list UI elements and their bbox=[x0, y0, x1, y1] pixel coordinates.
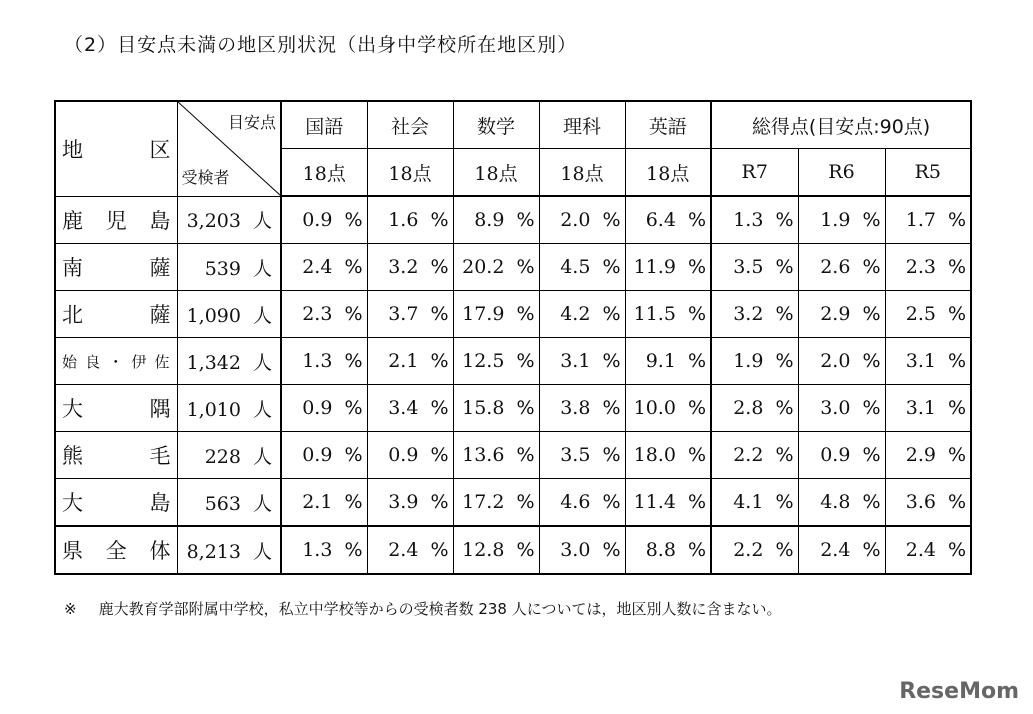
subject-percentage bbox=[539, 526, 625, 574]
percent-unit: % bbox=[430, 491, 449, 513]
percent-unit: % bbox=[344, 350, 363, 372]
total-percentage bbox=[711, 432, 798, 479]
count-value: 1,342 bbox=[186, 351, 241, 374]
subject-percentage bbox=[367, 244, 453, 291]
percent-unit: % bbox=[602, 397, 621, 419]
examinee-count bbox=[177, 385, 281, 432]
percentage-value: 3.1 bbox=[905, 397, 936, 419]
percent-unit: % bbox=[430, 539, 449, 561]
count-unit: 人 bbox=[252, 445, 272, 468]
subject-percentage bbox=[625, 338, 711, 385]
subject-percentage bbox=[367, 196, 453, 244]
region-name bbox=[55, 479, 177, 527]
percentage-value: 3.1 bbox=[560, 350, 591, 372]
percentage-value: 2.4 bbox=[302, 256, 333, 278]
subject-percentage bbox=[281, 338, 367, 385]
region-char: 良 bbox=[85, 352, 102, 371]
examinee-count bbox=[177, 196, 281, 244]
region-char: 県 bbox=[62, 539, 83, 563]
year-header: R6 bbox=[798, 149, 885, 197]
percent-unit: % bbox=[344, 444, 363, 466]
examinee-label: 受検者 bbox=[181, 167, 230, 187]
percent-unit: % bbox=[947, 444, 967, 466]
table-row bbox=[55, 338, 971, 385]
percent-unit: % bbox=[602, 444, 621, 466]
percent-unit: % bbox=[344, 209, 363, 231]
percentage-value: 2.4 bbox=[820, 539, 851, 561]
count-value: 1,010 bbox=[186, 398, 241, 421]
percent-unit: % bbox=[775, 397, 794, 419]
percent-unit: % bbox=[775, 256, 794, 278]
subject-threshold: 18点 bbox=[367, 149, 453, 197]
percentage-value: 2.1 bbox=[388, 350, 419, 372]
percentage-value: 2.6 bbox=[820, 256, 851, 278]
region-name bbox=[55, 196, 177, 244]
subject-percentage bbox=[453, 244, 539, 291]
percentage-value: 3.0 bbox=[820, 397, 851, 419]
percent-unit: % bbox=[687, 350, 706, 372]
footnote-mark: ※ bbox=[64, 600, 77, 618]
count-value: 1,090 bbox=[186, 304, 241, 327]
percentage-value: 11.5 bbox=[633, 303, 676, 325]
subject-header: 理科 bbox=[539, 101, 625, 149]
percentage-value: 2.3 bbox=[302, 303, 333, 325]
percentage-value: 0.9 bbox=[820, 444, 851, 466]
percent-unit: % bbox=[602, 209, 621, 231]
percent-unit: % bbox=[430, 303, 449, 325]
percent-unit: % bbox=[516, 209, 535, 231]
region-char: 毛 bbox=[149, 444, 171, 468]
percent-unit: % bbox=[430, 350, 449, 372]
examinee-count bbox=[177, 291, 281, 338]
percentage-value: 2.3 bbox=[905, 256, 936, 278]
percent-unit: % bbox=[862, 209, 881, 231]
threshold-label: 目安点 bbox=[227, 113, 276, 132]
percent-unit: % bbox=[775, 350, 794, 372]
subject-percentage bbox=[367, 526, 453, 574]
table-row bbox=[55, 526, 971, 574]
percentage-value: 4.6 bbox=[560, 491, 591, 513]
subject-percentage bbox=[625, 291, 711, 338]
region-char: 熊 bbox=[62, 444, 83, 468]
total-percentage bbox=[798, 432, 885, 479]
total-percentage bbox=[885, 291, 971, 338]
page-title: （2）目安点未満の地区別状況（出身中学校所在地区別） bbox=[64, 34, 578, 56]
count-unit: 人 bbox=[252, 304, 272, 327]
percent-unit: % bbox=[516, 539, 535, 561]
count-unit: 人 bbox=[252, 351, 272, 374]
total-percentage bbox=[885, 432, 971, 479]
percent-unit: % bbox=[602, 303, 621, 325]
subject-percentage bbox=[625, 244, 711, 291]
percentage-value: 3.7 bbox=[388, 303, 419, 325]
count-unit: 人 bbox=[252, 398, 272, 421]
subject-threshold: 18点 bbox=[453, 149, 539, 197]
subject-percentage bbox=[453, 291, 539, 338]
percentage-value: 4.1 bbox=[733, 491, 764, 513]
table-row bbox=[55, 385, 971, 432]
region-char: 薩 bbox=[149, 256, 171, 280]
percentage-value: 2.0 bbox=[560, 209, 591, 231]
percentage-value: 1.3 bbox=[302, 539, 333, 561]
total-percentage bbox=[798, 385, 885, 432]
percentage-value: 8.9 bbox=[474, 209, 505, 231]
total-percentage bbox=[711, 244, 798, 291]
subject-header: 国語 bbox=[281, 101, 367, 149]
percentage-value: 6.4 bbox=[645, 209, 676, 231]
subject-percentage bbox=[367, 432, 453, 479]
percent-unit: % bbox=[430, 209, 449, 231]
percentage-value: 12.8 bbox=[462, 539, 505, 561]
examinee-count bbox=[177, 432, 281, 479]
subject-percentage bbox=[539, 479, 625, 527]
examinee-count bbox=[177, 479, 281, 527]
region-name bbox=[55, 526, 177, 574]
percent-unit: % bbox=[862, 350, 881, 372]
subject-percentage bbox=[625, 526, 711, 574]
region-name bbox=[55, 244, 177, 291]
percentage-value: 9.1 bbox=[645, 350, 676, 372]
subject-threshold: 18点 bbox=[539, 149, 625, 197]
percentage-value: 3.1 bbox=[905, 350, 936, 372]
region-char: 北 bbox=[62, 303, 83, 327]
diagonal-header-cell bbox=[177, 101, 281, 196]
percent-unit: % bbox=[344, 256, 363, 278]
percentage-value: 4.5 bbox=[560, 256, 591, 278]
percent-unit: % bbox=[947, 539, 967, 561]
percent-unit: % bbox=[430, 444, 449, 466]
percentage-value: 1.3 bbox=[302, 350, 333, 372]
subject-percentage bbox=[453, 385, 539, 432]
total-percentage bbox=[711, 385, 798, 432]
subject-header: 数学 bbox=[453, 101, 539, 149]
percent-unit: % bbox=[516, 444, 535, 466]
subject-threshold: 18点 bbox=[281, 149, 367, 197]
percent-unit: % bbox=[344, 397, 363, 419]
region-char: 大 bbox=[62, 397, 83, 421]
total-percentage bbox=[798, 479, 885, 527]
percentage-value: 17.2 bbox=[462, 491, 505, 513]
region-char: 児 bbox=[105, 208, 127, 233]
region-char: 鹿 bbox=[62, 208, 83, 233]
region-char: 佐 bbox=[154, 352, 171, 371]
percentage-value: 2.2 bbox=[733, 444, 764, 466]
total-percentage bbox=[885, 385, 971, 432]
subject-percentage bbox=[281, 432, 367, 479]
percentage-value: 13.6 bbox=[462, 444, 505, 466]
percent-unit: % bbox=[516, 350, 535, 372]
percent-unit: % bbox=[516, 491, 535, 513]
count-unit: 人 bbox=[252, 492, 272, 515]
count-unit: 人 bbox=[252, 210, 272, 233]
percentage-value: 1.3 bbox=[733, 209, 764, 231]
total-percentage bbox=[711, 479, 798, 527]
percentage-value: 2.2 bbox=[733, 539, 764, 561]
subject-percentage bbox=[367, 479, 453, 527]
count-value: 228 bbox=[204, 445, 241, 468]
percentage-value: 1.9 bbox=[820, 209, 851, 231]
percentage-value: 8.8 bbox=[645, 539, 676, 561]
count-value: 8,213 bbox=[186, 540, 241, 563]
subject-percentage bbox=[281, 196, 367, 244]
percent-unit: % bbox=[687, 303, 706, 325]
percent-unit: % bbox=[687, 209, 706, 231]
total-percentage bbox=[711, 196, 798, 244]
total-percentage bbox=[711, 291, 798, 338]
percent-unit: % bbox=[516, 397, 535, 419]
percent-unit: % bbox=[602, 350, 621, 372]
subject-percentage bbox=[281, 385, 367, 432]
subject-percentage bbox=[539, 432, 625, 479]
percentage-value: 12.5 bbox=[462, 350, 505, 372]
table-row bbox=[55, 291, 971, 338]
percentage-value: 4.2 bbox=[560, 303, 591, 325]
percent-unit: % bbox=[862, 491, 881, 513]
total-percentage bbox=[885, 338, 971, 385]
subject-header: 社会 bbox=[367, 101, 453, 149]
total-percentage bbox=[885, 196, 971, 244]
percent-unit: % bbox=[862, 303, 881, 325]
footnote-text: 鹿大教育学部附属中学校，私立中学校等からの受検者数 238 人については，地区別人数に含まない。 bbox=[98, 600, 782, 618]
percent-unit: % bbox=[862, 444, 881, 466]
region-header-cell bbox=[55, 101, 177, 196]
percentage-value: 3.0 bbox=[560, 539, 591, 561]
total-score-header: 総得点(目安点:90点) bbox=[711, 101, 971, 149]
percentage-value: 3.5 bbox=[733, 256, 764, 278]
percentage-value: 15.8 bbox=[462, 397, 505, 419]
percentage-value: 3.6 bbox=[905, 491, 936, 513]
region-header-char: 地 bbox=[62, 137, 83, 162]
percent-unit: % bbox=[516, 256, 535, 278]
percent-unit: % bbox=[862, 539, 881, 561]
percent-unit: % bbox=[862, 397, 881, 419]
percentage-value: 4.8 bbox=[820, 491, 851, 513]
subject-percentage bbox=[625, 479, 711, 527]
region-char: 隅 bbox=[149, 397, 171, 421]
percentage-value: 2.5 bbox=[905, 303, 936, 325]
total-percentage bbox=[885, 526, 971, 574]
percent-unit: % bbox=[516, 303, 535, 325]
table-row bbox=[55, 244, 971, 291]
subject-percentage bbox=[625, 196, 711, 244]
count-value: 563 bbox=[204, 492, 241, 515]
percent-unit: % bbox=[947, 397, 967, 419]
percentage-value: 1.6 bbox=[388, 209, 419, 231]
total-percentage bbox=[711, 338, 798, 385]
total-percentage bbox=[711, 526, 798, 574]
count-unit: 人 bbox=[252, 540, 272, 563]
percentage-value: 0.9 bbox=[388, 444, 419, 466]
subject-percentage bbox=[453, 196, 539, 244]
percentage-value: 3.4 bbox=[388, 397, 419, 419]
table-row bbox=[55, 196, 971, 244]
subject-percentage bbox=[367, 338, 453, 385]
percent-unit: % bbox=[344, 491, 363, 513]
examinee-count bbox=[177, 338, 281, 385]
percent-unit: % bbox=[687, 491, 706, 513]
percent-unit: % bbox=[602, 539, 621, 561]
percent-unit: % bbox=[687, 397, 706, 419]
examinee-count bbox=[177, 244, 281, 291]
percent-unit: % bbox=[775, 444, 794, 466]
percentage-value: 3.2 bbox=[388, 256, 419, 278]
subject-percentage bbox=[281, 291, 367, 338]
count-value: 539 bbox=[204, 257, 241, 280]
count-unit: 人 bbox=[252, 257, 272, 280]
percentage-value: 2.4 bbox=[388, 539, 419, 561]
percentage-value: 11.4 bbox=[633, 491, 676, 513]
region-name bbox=[55, 291, 177, 338]
region-char: 全 bbox=[105, 539, 127, 563]
region-char: 島 bbox=[149, 208, 171, 233]
subject-percentage bbox=[281, 244, 367, 291]
subject-header: 英語 bbox=[625, 101, 711, 149]
year-header: R5 bbox=[885, 149, 971, 197]
subject-percentage bbox=[281, 526, 367, 574]
examinee-count bbox=[177, 526, 281, 574]
region-header-char: 区 bbox=[149, 137, 171, 162]
percent-unit: % bbox=[947, 350, 967, 372]
region-status-table bbox=[54, 100, 972, 575]
total-percentage bbox=[798, 244, 885, 291]
total-percentage bbox=[798, 291, 885, 338]
percent-unit: % bbox=[687, 444, 706, 466]
percentage-value: 10.0 bbox=[633, 397, 676, 419]
percent-unit: % bbox=[344, 303, 363, 325]
region-name bbox=[55, 338, 177, 385]
percent-unit: % bbox=[687, 256, 706, 278]
percentage-value: 3.5 bbox=[560, 444, 591, 466]
percent-unit: % bbox=[775, 491, 794, 513]
percent-unit: % bbox=[602, 491, 621, 513]
percentage-value: 2.8 bbox=[733, 397, 764, 419]
percentage-value: 2.9 bbox=[905, 444, 936, 466]
total-percentage bbox=[885, 244, 971, 291]
subject-percentage bbox=[539, 196, 625, 244]
region-char: 始 bbox=[62, 352, 79, 371]
percent-unit: % bbox=[947, 256, 967, 278]
region-char: 薩 bbox=[149, 303, 171, 327]
percentage-value: 0.9 bbox=[302, 444, 333, 466]
percentage-value: 17.9 bbox=[462, 303, 505, 325]
percentage-value: 0.9 bbox=[302, 397, 333, 419]
subject-percentage bbox=[281, 479, 367, 527]
percent-unit: % bbox=[430, 397, 449, 419]
subject-threshold: 18点 bbox=[625, 149, 711, 197]
percent-unit: % bbox=[862, 256, 881, 278]
total-percentage bbox=[798, 196, 885, 244]
subject-percentage bbox=[453, 479, 539, 527]
region-char: 伊 bbox=[131, 352, 148, 371]
percent-unit: % bbox=[687, 539, 706, 561]
subject-percentage bbox=[367, 385, 453, 432]
percentage-value: 3.9 bbox=[388, 491, 419, 513]
percentage-value: 3.8 bbox=[560, 397, 591, 419]
percent-unit: % bbox=[947, 303, 967, 325]
region-char: 体 bbox=[149, 539, 171, 563]
footnote bbox=[64, 598, 781, 619]
region-char: ・ bbox=[108, 352, 125, 371]
percentage-value: 3.2 bbox=[733, 303, 764, 325]
year-header: R7 bbox=[711, 149, 798, 197]
region-char: 南 bbox=[62, 256, 83, 280]
subject-percentage bbox=[539, 385, 625, 432]
subject-percentage bbox=[539, 291, 625, 338]
percent-unit: % bbox=[947, 491, 967, 513]
percentage-value: 2.4 bbox=[905, 539, 936, 561]
total-percentage bbox=[798, 338, 885, 385]
percent-unit: % bbox=[602, 256, 621, 278]
percent-unit: % bbox=[775, 303, 794, 325]
percentage-value: 20.2 bbox=[462, 256, 505, 278]
subject-percentage bbox=[539, 244, 625, 291]
subject-percentage bbox=[453, 338, 539, 385]
subject-percentage bbox=[453, 526, 539, 574]
percentage-value: 2.0 bbox=[820, 350, 851, 372]
percentage-value: 11.9 bbox=[633, 256, 676, 278]
percentage-value: 0.9 bbox=[302, 209, 333, 231]
percent-unit: % bbox=[344, 539, 363, 561]
region-name bbox=[55, 432, 177, 479]
subject-percentage bbox=[539, 338, 625, 385]
subject-percentage bbox=[367, 291, 453, 338]
count-value: 3,203 bbox=[186, 210, 241, 233]
region-char: 島 bbox=[149, 491, 171, 515]
percentage-value: 2.1 bbox=[302, 491, 333, 513]
percent-unit: % bbox=[947, 209, 967, 231]
total-percentage bbox=[885, 479, 971, 527]
percentage-value: 1.9 bbox=[733, 350, 764, 372]
region-char: 大 bbox=[62, 491, 83, 515]
percent-unit: % bbox=[430, 256, 449, 278]
header-row-subjects bbox=[55, 101, 971, 149]
table-row bbox=[55, 432, 971, 479]
region-name bbox=[55, 385, 177, 432]
subject-percentage bbox=[453, 432, 539, 479]
percentage-value: 1.7 bbox=[905, 209, 936, 231]
site-logo: ReseMom bbox=[899, 679, 1019, 704]
total-percentage bbox=[798, 526, 885, 574]
table-row bbox=[55, 479, 971, 527]
percent-unit: % bbox=[775, 209, 794, 231]
percent-unit: % bbox=[775, 539, 794, 561]
percentage-value: 2.9 bbox=[820, 303, 851, 325]
subject-percentage bbox=[625, 432, 711, 479]
subject-percentage bbox=[625, 385, 711, 432]
percentage-value: 18.0 bbox=[633, 444, 676, 466]
